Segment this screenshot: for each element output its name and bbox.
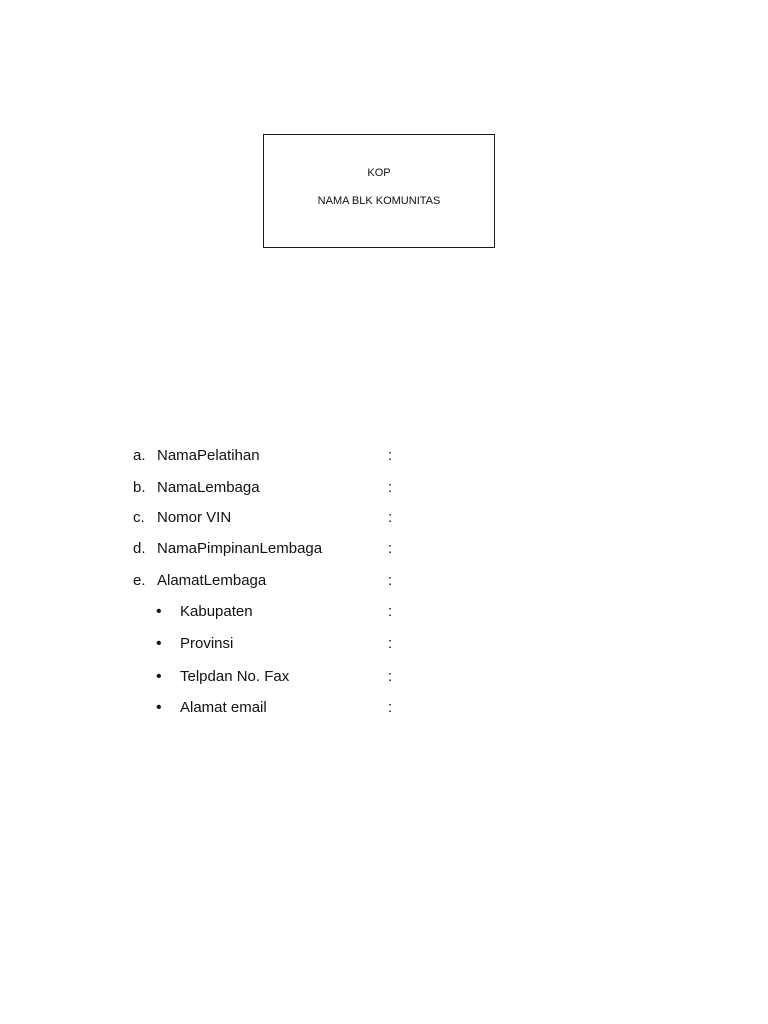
field-colon: : [388,668,393,685]
list-item [0,477,768,499]
list-marker: b. [133,479,146,496]
field-label-nomor-vin: Nomor VIN [157,509,232,526]
list-item [0,666,768,688]
field-colon: : [388,479,393,496]
list-marker: a. [133,447,146,464]
field-label-telp-fax: Telpdan No. Fax [180,668,290,685]
bullet-icon: • [156,699,162,716]
letterhead-institution-name: NAMA BLK KOMUNITAS [317,195,441,207]
field-colon: : [388,603,393,620]
list-marker: c. [133,509,145,526]
bullet-icon: • [156,603,162,620]
list-item [0,570,768,592]
list-marker: d. [133,540,146,557]
field-colon: : [388,509,393,526]
list-item [0,538,768,560]
field-colon: : [388,447,393,464]
list-marker: e. [133,572,146,589]
field-colon: : [388,699,393,716]
field-label-provinsi: Provinsi [180,635,234,652]
bullet-icon: • [156,668,162,685]
field-colon: : [388,635,393,652]
field-label-kabupaten: Kabupaten [180,603,253,620]
list-item [0,633,768,655]
letterhead-title: KOP [367,167,391,179]
list-item [0,507,768,529]
list-item [0,445,768,467]
field-colon: : [388,572,393,589]
bullet-icon: • [156,635,162,652]
field-label-nama-lembaga: NamaLembaga [157,479,260,496]
field-label-alamat-lembaga: AlamatLembaga [157,572,267,589]
field-label-nama-pimpinan-lembaga: NamaPimpinanLembaga [157,540,323,557]
list-item [0,601,768,623]
field-colon: : [388,540,393,557]
field-label-nama-pelatihan: NamaPelatihan [157,447,260,464]
list-item [0,697,768,719]
field-label-alamat-email: Alamat email [180,699,267,716]
